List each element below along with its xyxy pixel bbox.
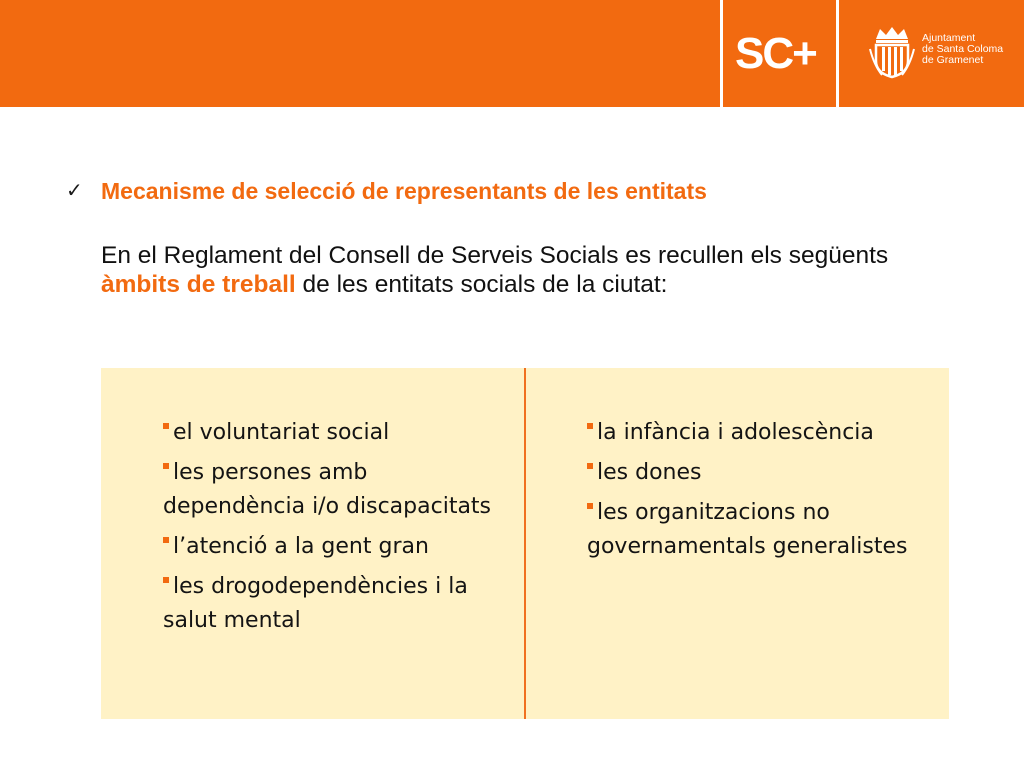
- list-item: [163, 456, 513, 524]
- right-column: [587, 416, 947, 570]
- bullet-icon: [163, 577, 169, 583]
- list-item-text: les organitzacions no governamentals generalistes: [587, 500, 908, 559]
- intro-paragraph: [101, 241, 941, 299]
- list-item-text: la infància i adolescència: [597, 420, 874, 445]
- list-item: [587, 496, 947, 564]
- intro-highlight: àmbits de treball: [101, 271, 296, 298]
- panel-divider: [524, 368, 526, 719]
- list-item-text: el voluntariat social: [173, 420, 390, 445]
- city-crest-icon: [868, 25, 916, 79]
- city-name-line: de Santa Coloma: [922, 43, 1004, 55]
- bullet-icon: [587, 463, 593, 469]
- sc-plus-logo: SC+: [735, 29, 816, 78]
- bullet-icon: [163, 537, 169, 543]
- bullet-icon: [163, 463, 169, 469]
- left-column: [163, 416, 513, 644]
- city-council-name: [922, 33, 1022, 66]
- list-item-text: les persones amb dependència i/o discapacitats: [163, 460, 492, 519]
- list-item: [587, 456, 947, 490]
- list-item: [163, 530, 513, 564]
- intro-text: En el Reglament del Consell de Serveis Socials es recullen els següents: [101, 242, 889, 269]
- header-separator: [836, 0, 839, 107]
- heading-text: Mecanisme de selecció de representants de les entitats: [101, 178, 707, 204]
- header-bar: [0, 0, 1024, 107]
- list-item: [163, 416, 513, 450]
- list-item-text: l’atenció a la gent gran: [173, 534, 429, 559]
- city-name-line: Ajuntament: [922, 32, 976, 44]
- city-name-line: de Gramenet: [922, 54, 984, 66]
- bullet-icon: [163, 423, 169, 429]
- work-areas-panel: [101, 368, 949, 719]
- checkmark-icon: ✓: [66, 178, 83, 202]
- bullet-icon: [587, 503, 593, 509]
- bullet-icon: [587, 423, 593, 429]
- list-item: [587, 416, 947, 450]
- list-item-text: les dones: [597, 460, 702, 485]
- section-heading: [58, 176, 958, 210]
- intro-text-end: de les entitats socials de la ciutat:: [295, 271, 668, 298]
- list-item-text: les drogodependències i la salut mental: [163, 574, 468, 633]
- list-item: [163, 570, 513, 638]
- header-separator: [720, 0, 723, 107]
